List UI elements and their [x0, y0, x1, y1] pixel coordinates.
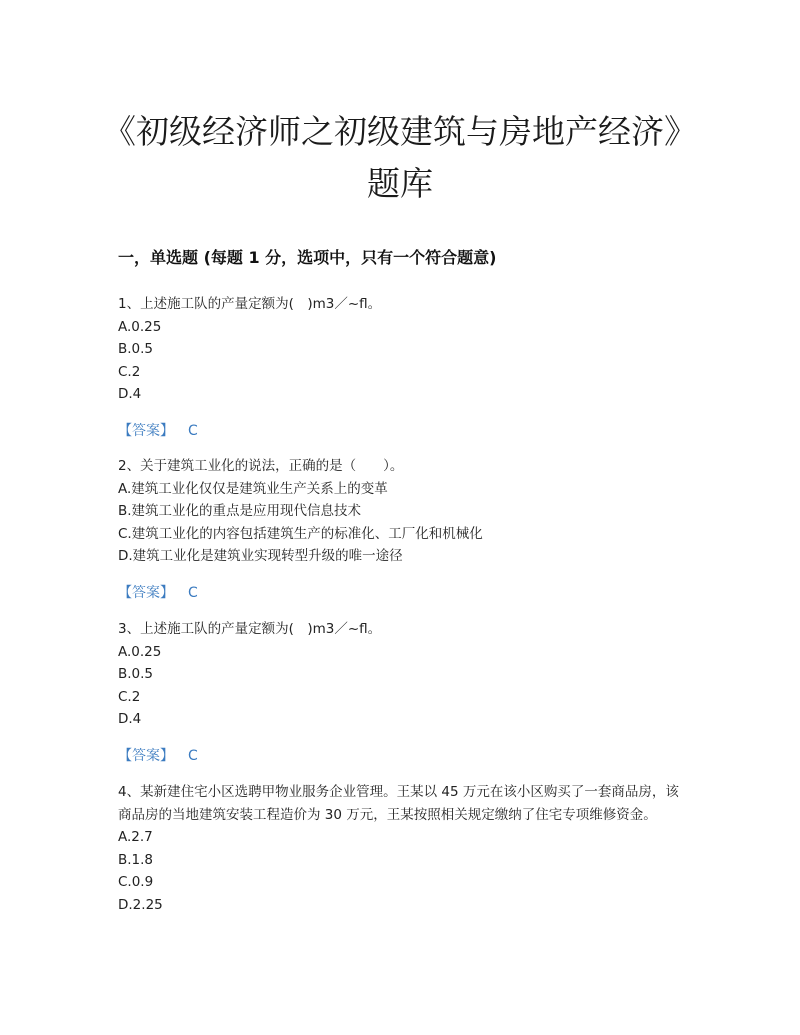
option-d: D.4	[118, 386, 142, 403]
answer-value: C	[188, 584, 198, 601]
section-heading: 一，单选题 (每题 1 分，选项中，只有一个符合题意)	[118, 248, 497, 267]
question-stem: 3、上述施工队的产量定额为( )m3／~fl。	[118, 621, 382, 637]
option-list	[118, 641, 690, 731]
answer-label: 【答案】	[118, 584, 174, 601]
question-4	[118, 781, 690, 917]
answer-line	[118, 420, 690, 442]
option-c: C.0.9	[118, 874, 154, 891]
answer-line	[118, 745, 690, 767]
option-c: C.建筑工业化的内容包括建筑生产的标准化、工厂化和机械化	[118, 525, 483, 542]
option-b: B.1.8	[118, 851, 154, 868]
option-a: A.建筑工业化仅仅是建筑业生产关系上的变革	[118, 480, 388, 497]
question-2	[118, 455, 690, 604]
question-stem: 4、某新建住宅小区选聘甲物业服务企业管理。王某以 45 万元在该小区购买了一套商品房，该商品房的当地建筑安装工程造价为 30 万元，王某按照相关规定缴纳了住宅专项维修资金。	[118, 784, 679, 823]
question-1	[118, 293, 690, 442]
option-list	[118, 478, 690, 568]
document-title: 《初级经济师之初级建筑与房地产经济》题库	[103, 112, 697, 203]
option-a: A.0.25	[118, 318, 162, 335]
question-stem: 1、上述施工队的产量定额为( )m3／~fl。	[118, 296, 382, 312]
option-c: C.2	[118, 688, 141, 705]
option-b: B.0.5	[118, 341, 154, 358]
option-b: B.建筑工业化的重点是应用现代信息技术	[118, 503, 362, 520]
option-list	[118, 826, 690, 916]
option-b: B.0.5	[118, 666, 154, 683]
answer-value: C	[188, 422, 198, 439]
option-a: A.0.25	[118, 643, 162, 660]
option-a: A.2.7	[118, 829, 153, 846]
option-d: D.2.25	[118, 896, 163, 913]
question-stem: 2、关于建筑工业化的说法，正确的是（ ）。	[118, 458, 404, 474]
answer-label: 【答案】	[118, 747, 174, 764]
option-list	[118, 316, 690, 406]
answer-label: 【答案】	[118, 422, 174, 439]
question-3	[118, 618, 690, 767]
option-d: D.建筑工业化是建筑业实现转型升级的唯一途径	[118, 548, 403, 565]
option-c: C.2	[118, 363, 141, 380]
answer-value: C	[188, 747, 198, 764]
answer-line	[118, 582, 690, 604]
option-d: D.4	[118, 711, 142, 728]
